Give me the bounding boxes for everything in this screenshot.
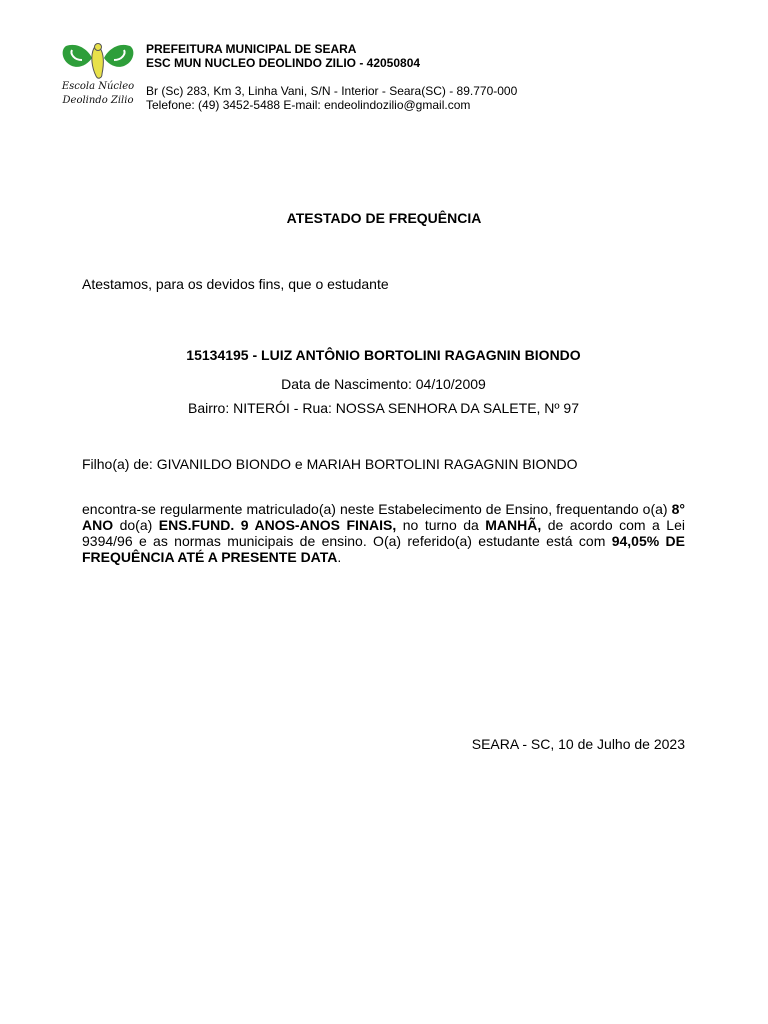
body-text-3: no turno da bbox=[396, 517, 486, 533]
body-text-2: do(a) bbox=[113, 517, 159, 533]
body-text-4: de acordo com a Lei 9394/96 e as normas municipais de ensino. O(a) referido(a) estudante está com bbox=[82, 517, 685, 549]
school-contact: Telefone: (49) 3452-5488 E-mail: endeolindozilio@gmail.com bbox=[146, 98, 471, 112]
issue-date: SEARA - SC, 10 de Julho de 2023 bbox=[471, 736, 685, 752]
logo-text-line1: Escola Núcleo bbox=[61, 81, 135, 92]
logo-text-line2: Deolindo Zilio bbox=[62, 95, 134, 106]
logo-text bbox=[58, 80, 138, 108]
student-name: 15134195 - LUIZ ANTÔNIO BORTOLINI RAGAGNIN BIONDO bbox=[186, 347, 581, 363]
municipality-name: PREFEITURA MUNICIPAL DE SEARA bbox=[146, 42, 357, 56]
grade-value: 8° ANO bbox=[82, 501, 685, 533]
parents-text: Filho(a) de: GIVANILDO BIONDO e MARIAH BORTOLINI RAGAGNIN BIONDO bbox=[82, 456, 578, 472]
shift-value: MANHÃ, bbox=[485, 517, 542, 533]
document-title: ATESTADO DE FREQUÊNCIA bbox=[286, 210, 482, 226]
enrollment-paragraph bbox=[82, 501, 685, 565]
school-name: ESC MUN NUCLEO DEOLINDO ZILIO - 42050804 bbox=[146, 56, 421, 70]
body-text-1: encontra-se regularmente matriculado(a) neste Estabelecimento de Ensino, frequentando o(a) bbox=[82, 501, 672, 517]
school-address: Br (Sc) 283, Km 3, Linha Vani, S/N - Interior - Seara(SC) - 89.770-000 bbox=[146, 84, 518, 98]
attendance-value: 94,05% DE FREQUÊNCIA ATÉ A PRESENTE DATA bbox=[82, 533, 685, 565]
intro-text: Atestamos, para os devidos fins, que o estudante bbox=[82, 276, 389, 292]
body-text-5: . bbox=[337, 549, 342, 565]
course-value: ENS.FUND. 9 ANOS-ANOS FINAIS, bbox=[158, 517, 397, 533]
birth-date: Data de Nascimento: 04/10/2009 bbox=[281, 376, 486, 392]
student-address: Bairro: NITERÓI - Rua: NOSSA SENHORA DA SALETE, Nº 97 bbox=[187, 400, 579, 416]
